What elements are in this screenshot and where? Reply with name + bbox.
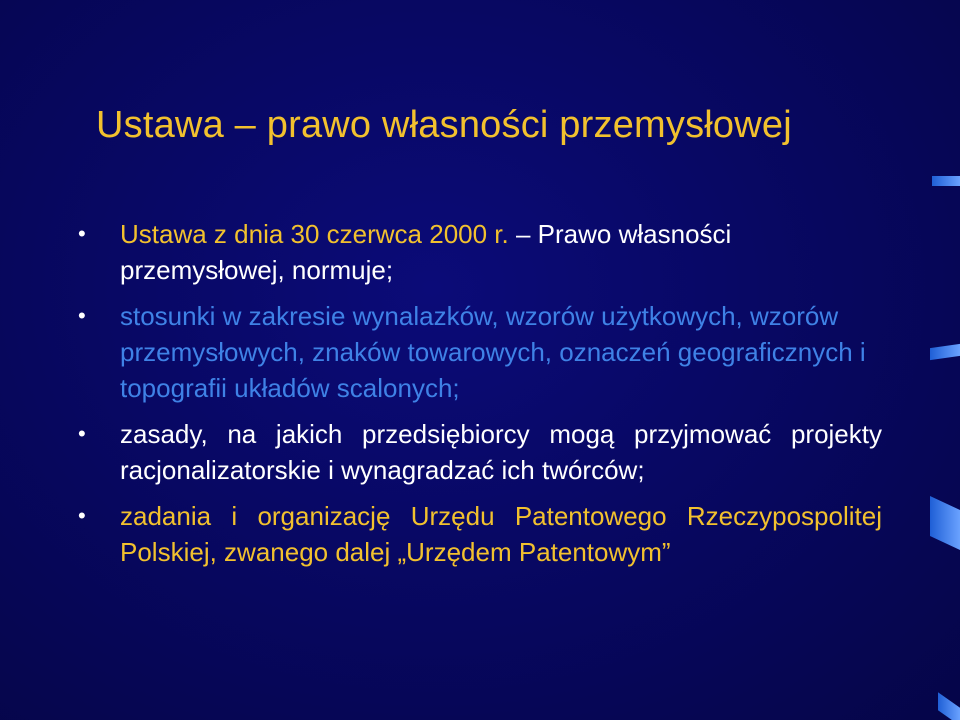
bullet-dot-icon: • [78,303,86,328]
bullet-dot-icon: • [78,503,86,528]
bullet-text-segment: – Prawo własności przemysłowej, normuje; [120,219,732,285]
bullet-text: stosunki w zakresie wynalazków, wzorów użytkowych, wzorów przemysłowych, znaków towarowych, oznaczeń geograficznych i topografii układów scalonych; [120,301,866,403]
bullet-text: zasady, na jakich przedsiębiorcy mogą przyjmować projekty racjonalizatorskie i wynagradzać ich twórców; [120,419,882,485]
bullet-dot-icon: • [78,221,86,246]
bullet-text [120,219,731,285]
bullet-item [78,416,882,488]
bullet-list [78,216,882,580]
bullet-item [78,216,882,288]
decor-stripe [938,692,960,720]
bullet-text: zadania i organizację Urzędu Patentowego Rzeczypospolitej Polskiej, zwanego dalej „Urzędem Patentowym” [120,501,882,567]
bullet-text-segment: Ustawa z dnia 30 czerwca 2000 r. [120,219,509,249]
decor-stripe [930,344,960,360]
slide-title: Ustawa – prawo własności przemysłowej [96,104,792,146]
decor-stripe [930,496,960,550]
bullet-dot-icon: • [78,421,86,446]
decor-stripe [932,176,960,186]
bullet-item [78,498,882,570]
bullet-item [78,298,882,406]
